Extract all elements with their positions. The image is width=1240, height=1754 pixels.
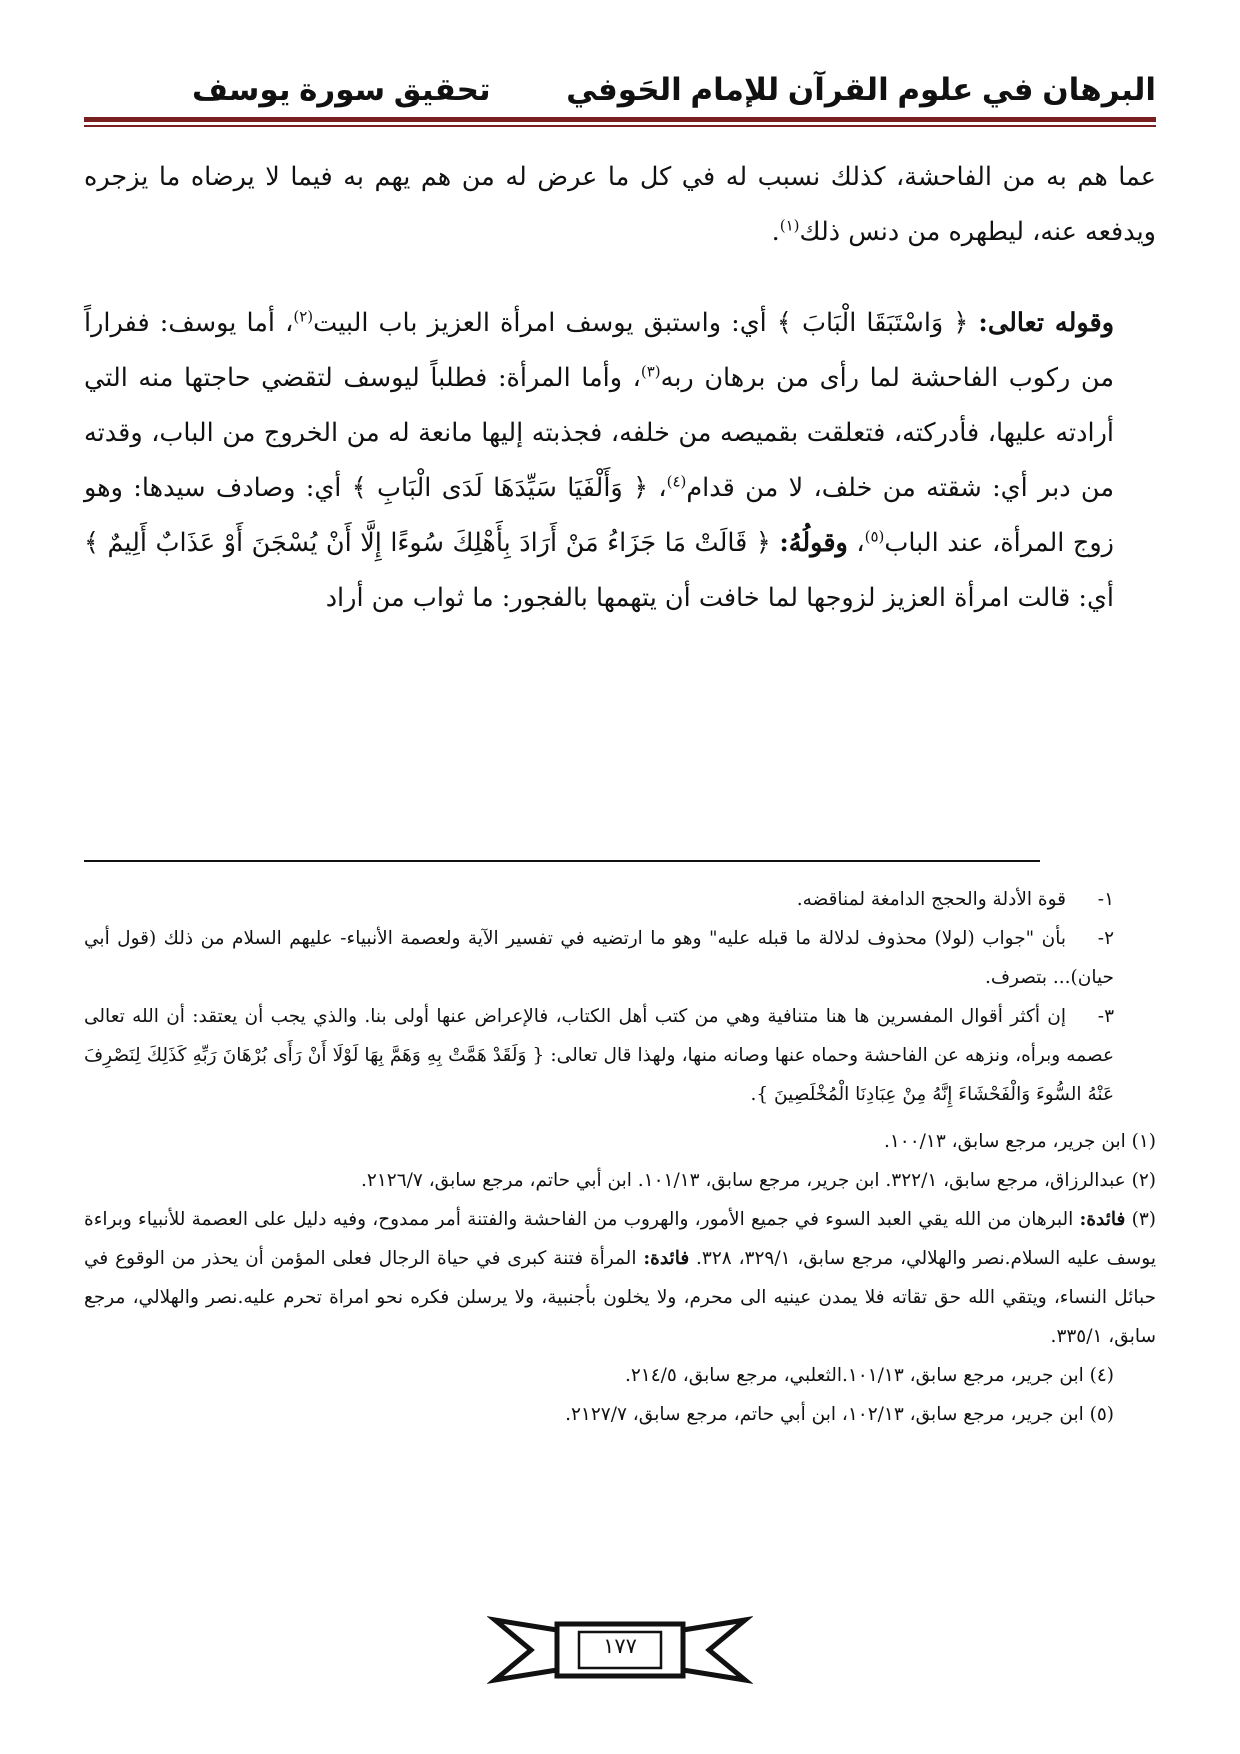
- quran-verse-3: ﴿ قَالَتْ مَا جَزَاءُ مَنْ أَرَادَ بِأَهْلِكَ سُوءًا إِلَّا أَنْ يُسْجَنَ أَوْ عَذَابٌ أَلِيمٌ ﴾: [84, 528, 771, 558]
- footnote-ref-4: (٤): [666, 472, 687, 491]
- footnote-number: ٢-: [1097, 928, 1114, 949]
- footnote-number: (٢): [1131, 1170, 1156, 1191]
- quran-verse-1: ﴿ وَاسْتَبَقَا الْبَابَ ﴾: [776, 308, 969, 338]
- footnote-ref-3: (٣): [640, 362, 661, 381]
- p2-text-2: ، أما يوسف: ففراراً من ركوب الفاحشة لما رأى من برهان ربه: [84, 308, 1115, 393]
- header-rule: [84, 117, 1156, 122]
- p2-text-4: ،: [648, 473, 667, 503]
- source-footnote-2: [84, 1161, 1156, 1200]
- quran-verse-2: ﴿ وَأَلْفَيَا سَيِّدَهَا لَدَى الْبَابِ ﴾: [351, 473, 649, 503]
- footnote-separator: [84, 860, 1040, 862]
- footnote-ref-1: (١): [779, 216, 800, 235]
- footnote-number: (١): [1131, 1131, 1156, 1152]
- p2-text-1: أي: واستبق يوسف امرأة العزيز باب البيت: [313, 308, 767, 338]
- benefit-label-2: فائدة:: [643, 1248, 690, 1269]
- editor-footnote-2: [84, 919, 1156, 997]
- benefit-label: فائدة:: [1079, 1209, 1126, 1230]
- book-title: البرهان في علوم القرآن للإمام الحَوفي: [566, 72, 1156, 107]
- footnote-ref-2: (٢): [293, 307, 314, 326]
- section-title: تحقيق سورة يوسف: [192, 72, 491, 107]
- source-footnote-3: [84, 1200, 1156, 1356]
- footnote-text: ابن جرير، مرجع سابق، ١٠٠/١٣.: [883, 1131, 1126, 1152]
- p2-text-6: ،: [847, 528, 865, 558]
- footnote-number: ١-: [1097, 889, 1114, 910]
- footnote-number: (٣): [1131, 1209, 1157, 1230]
- main-text: [84, 150, 1156, 626]
- paragraph-1: [84, 150, 1156, 260]
- source-footnote-5: [84, 1395, 1156, 1434]
- footnote-number: ٣-: [1097, 1006, 1114, 1027]
- p2-text-3: ، وأما المرأة: فطلباً ليوسف لتقضي حاجتها منه التي أرادته عليها، فأدركته، فتعلقت بقميصه من خلفه، فجذبته إليها مانعة له من الخروج من الباب، وقدته من دبر أي: شقته من خلف، لا من قدام: [84, 363, 1115, 503]
- page-number-badge: [487, 1612, 753, 1688]
- p1-end: .: [771, 217, 780, 247]
- p1-line2: يزجره ويدفعه عنه، ليطهره من دنس ذلك: [84, 162, 1156, 247]
- footnotes: [84, 880, 1156, 1434]
- editor-footnote-1: [84, 880, 1156, 919]
- paragraph-2: [84, 296, 1156, 626]
- source-footnote-4: [84, 1356, 1156, 1395]
- footnote-text: بأن "جواب (لولا) محذوف لدلالة ما قبله عليه" وهو ما ارتضيه في تفسير الآية ولعصمة الأنبياء- عليهم السلام من ذلك (قول أبي حيان)... بتصرف.: [84, 928, 1114, 988]
- footnote-text: ابن جرير، مرجع سابق، ١٠١/١٣.الثعلبي، مرجع سابق، ٢١٤/٥.: [624, 1365, 1084, 1386]
- footnote-text: البرهان من الله يقي العبد السوء في جميع الأمور، والهروب من الفاحشة والفتنة أمر ممدوح، وفيه دليل على العصمة للأنبياء وبراءة يوسف عليه السلام.نصر والهلالي، مرجع سابق، ٣٢٩/١، ٣٢٨.: [84, 1209, 1156, 1269]
- running-header: [84, 72, 1156, 116]
- lead-phrase-2: وقولُهُ:: [779, 528, 848, 558]
- footnote-text-2: المرأة فتنة كبرى في حياة الرجال فعلى المؤمن أن يحذر من الوقوع في حبائل النساء، ويتقي الله حق تقاته فلا يمدن عينيه الى محرم، ولا يخلون بأجنبية، ولا يرسلن فكره نحو امراة تحرم عليه.نصر والهلالي، مرجع سابق، ٣٣٥/١.: [84, 1248, 1156, 1347]
- lead-phrase: وقوله تعالى:: [978, 308, 1115, 338]
- footnote-text: قوة الأدلة والحجج الدامغة لمناقضه.: [796, 889, 1066, 910]
- p2-text-7: أي: قالت امرأة العزيز لزوجها لما خافت أن يتهمها بالفجور: ما ثواب من أراد: [325, 583, 1114, 613]
- source-footnote-1: [84, 1122, 1156, 1161]
- footnote-text: ابن جرير، مرجع سابق، ١٠٢/١٣، ابن أبي حاتم، مرجع سابق، ٢١٢٧/٧.: [565, 1404, 1084, 1425]
- header-rule-thin: [84, 125, 1156, 127]
- footnote-ref-5: (٥): [864, 527, 885, 546]
- p2-text-5: أي: وصادف سيدها: وهو زوج المرأة، عند الباب: [84, 473, 1114, 558]
- footnote-text: عبدالرزاق، مرجع سابق، ٣٢٢/١. ابن جرير، مرجع سابق، ١٠١/١٣. ابن أبي حاتم، مرجع سابق، ٢١٢٦/٧.: [361, 1170, 1126, 1191]
- p1-line1: عما هم به من الفاحشة، كذلك نسبب له في كل ما عرض له من هم يهم به فيما لا يرضاه ما: [158, 162, 1156, 192]
- footnote-number: (٤): [1089, 1365, 1114, 1386]
- page-number: ١٧٧: [603, 1634, 637, 1658]
- footnote-text: إن أكثر أقوال المفسرين ها هنا متنافية وهي من كتب أهل الكتاب، فالإعراض عنها أولى بنا. والذي يجب أن يعتقد: أن الله تعالى عصمه وبرأه، ونزهه عن الفاحشة وحماه عنها وصانه منها، ولهذا قال تعالى: { وَلَقَدْ هَمَّتْ بِهِ وَهَمَّ بِهَا لَوْلَا أَنْ رَأَى بُرْهَانَ رَبِّهِ كَذَلِكَ لِنَصْرِفَ عَنْهُ السُّوءَ وَالْفَحْشَاءَ إِنَّهُ مِنْ عِبَادِنَا الْمُخْلَصِينَ }.: [84, 1006, 1114, 1105]
- footnote-number: (٥): [1089, 1404, 1114, 1425]
- editor-footnote-3: [84, 997, 1156, 1114]
